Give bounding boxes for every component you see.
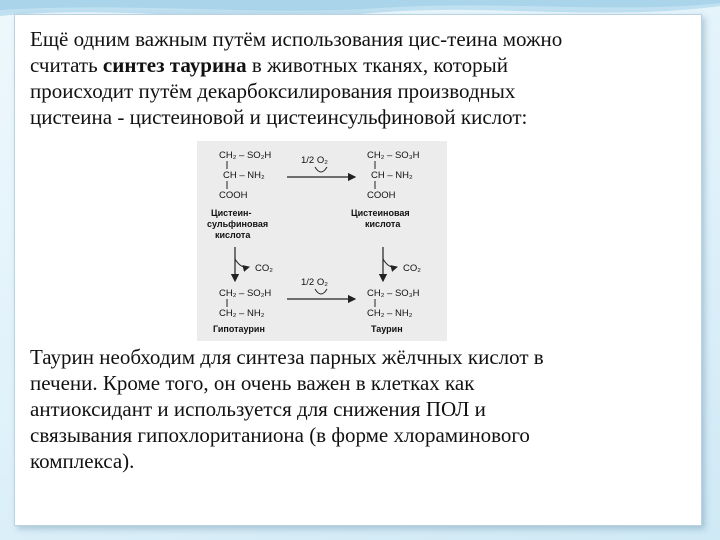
taurine-synthesis-scheme (197, 141, 447, 341)
ca-row2: CH – NH₂ (371, 170, 413, 181)
csa-name2: сульфиновая (207, 219, 269, 229)
t-row2: CH₂ – NH₂ (367, 308, 413, 319)
ca-row3: COOH (367, 190, 396, 201)
taurine-structure (367, 288, 420, 334)
ca-row1: CH₂ – SO₃H (367, 150, 420, 161)
ht-row1: CH₂ – SO₂H (219, 288, 272, 299)
function-line-2: печени. Кроме того, он очень важен в клетках как (30, 371, 475, 395)
ht-name: Гипотаурин (213, 324, 265, 334)
ca-name1: Цистеиновая (351, 208, 410, 218)
co2-label-right: CO₂ (403, 263, 421, 274)
csa-row2: CH – NH₂ (223, 170, 265, 181)
function-line-4: связывания гипохлоританиона (в форме хлораминового (30, 423, 530, 447)
oxidation-arrow-bottom (287, 277, 355, 299)
function-line-1: Таурин необходим для синтеза парных жёлчных кислот в (30, 345, 544, 369)
csa-row3: COOH (219, 190, 248, 201)
t-row1: CH₂ – SO₃H (367, 288, 420, 299)
intro-line-2 (30, 52, 670, 78)
oxygen-label-top: 1/2 O₂ (301, 155, 328, 166)
intro-paragraph (30, 26, 670, 130)
oxygen-label-bottom: 1/2 O₂ (301, 277, 328, 288)
taurine-function-paragraph (30, 344, 670, 474)
intro-line-4: цистеина - цистеиновой и цистеинсульфиновой кислот: (30, 105, 528, 129)
decarboxylation-arrow-right (383, 247, 421, 281)
function-line-3: антиоксидант и используется для снижения ПОЛ и (30, 397, 486, 421)
csa-row1: CH₂ – SO₂H (219, 150, 272, 161)
intro-line-2-start: считать (30, 53, 103, 77)
oxidation-arrow-top (287, 155, 355, 177)
cysteic-acid-structure (351, 150, 420, 229)
t-name: Таурин (371, 324, 403, 334)
intro-line-2-end: в животных тканях, который (246, 53, 508, 77)
cysteine-sulfinic-acid-structure (207, 150, 271, 240)
function-line-5: комплекса). (30, 449, 135, 473)
hypotaurine-structure (213, 288, 271, 334)
ca-name2: кислота (365, 219, 401, 229)
intro-line-3: происходит путём декарбоксилирования производных (30, 79, 516, 103)
decarboxylation-arrow-left (235, 247, 273, 281)
ht-row2: CH₂ – NH₂ (219, 308, 265, 319)
csa-name1: Цистеин- (211, 208, 252, 218)
co2-label-left: CO₂ (255, 263, 273, 274)
intro-line-1: Ещё одним важным путём использования цис-теина можно (30, 27, 563, 51)
reaction-scheme-svg (197, 141, 447, 341)
taurine-synthesis-emphasis: синтез таурина (102, 53, 247, 77)
csa-name3: кислота (215, 230, 251, 240)
